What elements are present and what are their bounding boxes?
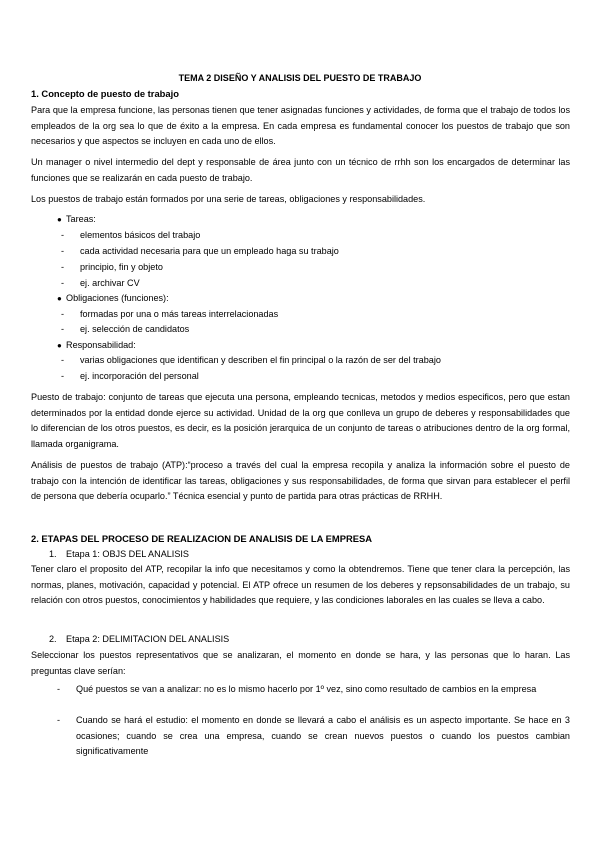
dash-icon: - xyxy=(61,371,65,381)
etapa2-number: 2. xyxy=(49,634,57,644)
etapa1-heading: Etapa 1: OBJS DEL ANALISIS xyxy=(66,549,189,559)
section1-paragraph-1: Para que la empresa funcione, las personas tienen que tener asignadas funciones y actividades, de forma que el trabajo de todos los empleados de la org sea lo que de éxito a la empresa. En cada empresa es fundamental conocer los puestos de trabajo que son necesarios y que aspectos se incluyen en cada uno de ellos. xyxy=(31,105,570,146)
etapa2-paragraph: Seleccionar los puestos representativos que se analizaran, el momento en donde se hara, y las personas que lo haran. Las preguntas clave serían: xyxy=(31,650,570,676)
etapa2-heading: Etapa 2: DELIMITACION DEL ANALISIS xyxy=(66,634,230,644)
list-item: cada actividad necesaria para que un empleado haga su trabajo xyxy=(80,246,339,256)
bullet-icon: ● xyxy=(57,341,62,350)
dash-icon: - xyxy=(61,309,65,319)
section1-paragraph-5: Análisis de puestos de trabajo (ATP):“proceso a través del cual la empresa recopila y analiza la información sobre el puesto de trabajo con la intención de identificar las tareas, obligaciones y sus responsabilidades, de forma que sirvan para establecer el perfil de persona que debería ocuparlo.” Técnica esencial y punto de partida para otras prácticas de RRHH. xyxy=(31,460,570,501)
bullet-icon: ● xyxy=(57,215,62,224)
list-item: elementos básicos del trabajo xyxy=(80,230,201,240)
list-label-responsabilidad: Responsabilidad: xyxy=(66,340,136,350)
list-item: varias obligaciones que identifican y describen el fin principal o la razón de ser del trabajo xyxy=(80,355,441,365)
dash-icon: - xyxy=(61,246,65,256)
section1-paragraph-2: Un manager o nivel intermedio del dept y responsable de área junto con un técnico de rrhh son los encargados de determinar las funciones que se realizarán en cada puesto de trabajo. xyxy=(31,157,570,183)
list-item: ej. archivar CV xyxy=(80,278,140,288)
dash-icon: - xyxy=(57,684,61,694)
list-item: ej. selección de candidatos xyxy=(80,324,190,334)
dash-icon: - xyxy=(61,262,65,272)
dash-icon: - xyxy=(61,278,65,288)
etapa1-number: 1. xyxy=(49,549,57,559)
section1-paragraph-3: Los puestos de trabajo están formados por una serie de tareas, obligaciones y responsabilidades. xyxy=(31,194,426,204)
list-label-obligaciones: Obligaciones (funciones): xyxy=(66,293,169,303)
dash-icon: - xyxy=(57,715,61,725)
document-title: TEMA 2 DISEÑO Y ANALISIS DEL PUESTO DE TRABAJO xyxy=(178,73,422,83)
dash-icon: - xyxy=(61,230,65,240)
dash-icon: - xyxy=(61,355,65,365)
list-label-tareas: Tareas: xyxy=(66,214,96,224)
etapa1-paragraph: Tener claro el proposito del ATP, recopilar la info que necesitamos y como la obtendremos. Tiene que tener clara la percepción, las normas, planes, motivación, capacidad y potencial. El ATP ofrece un resumen de los deberes y repsonsabilidades de un trabajo, su relación con otros puestos, conocimientos y habilidades que requiere, y las condiciones laborales en las cuales se lleva a cabo. xyxy=(31,564,570,605)
list-item: formadas por una o más tareas interrelacionadas xyxy=(80,309,279,319)
list-item: principio, fin y objeto xyxy=(80,262,163,272)
list-item: ej. incorporación del personal xyxy=(80,371,199,381)
list-item: Cuando se hará el estudio: el momento en donde se llevará a cabo el análisis es un aspecto importante. Se hace en 3 ocasiones; cuando se crea una empresa, cuando se crean nuevos puestos o cuando los puestos cambian significativamente xyxy=(76,715,570,756)
bullet-icon: ● xyxy=(57,294,62,303)
section2-heading: 2. ETAPAS DEL PROCESO DE REALIZACION DE ANALISIS DE LA EMPRESA xyxy=(31,533,373,544)
section1-heading: 1. Concepto de puesto de trabajo xyxy=(31,88,179,99)
dash-icon: - xyxy=(61,324,65,334)
section1-paragraph-4: Puesto de trabajo: conjunto de tareas que ejecuta una persona, empleando tecnicas, metodos y medios especificos, pero que estan determinados por la entidad donde ejerce su actividad. Unidad de la org que conlleva un grupo de deberes y responsabilidades que lo diferencian de los otros puestos, es decir, es la posición jerarquica de un conjunto de tareas o atribuciones dentro de la org formal, llamada organigrama. xyxy=(31,392,570,449)
list-item: Qué puestos se van a analizar: no es lo mismo hacerlo por 1º vez, sino como resultado de cambios en la empresa xyxy=(76,684,537,694)
